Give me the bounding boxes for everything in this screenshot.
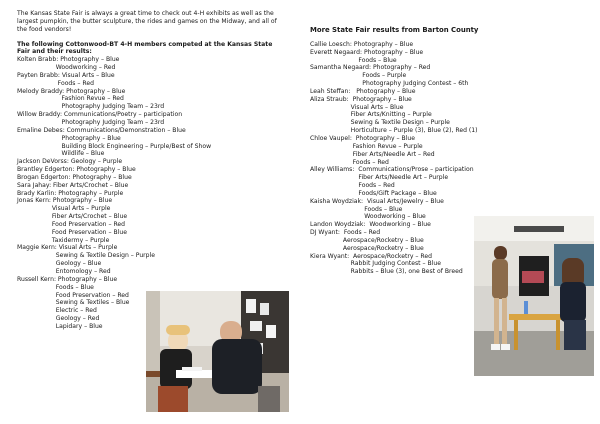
left-result-line: Geology – Blue xyxy=(17,260,102,268)
right-result-line: Landon Woydziak: Woodworking – Blue xyxy=(310,221,431,229)
left-result-line: Food Preservation – Red xyxy=(17,291,129,299)
left-result-line: Brogan Edgerton: Photography – Blue xyxy=(17,173,132,181)
left-result-line: Maggie Kern: Visual Arts – Purple xyxy=(17,244,118,252)
right-result-line: Everett Negaard: Photography – Blue xyxy=(310,48,424,56)
right-heading: More State Fair results from Barton County xyxy=(310,26,479,34)
right-result-line: Foods – Red xyxy=(310,182,395,190)
right-result-line: Fiber Arts/Needle Art – Red xyxy=(310,150,435,158)
judging-photo xyxy=(146,291,289,412)
left-result-line: Jackson DeVorss: Geology – Purple xyxy=(17,158,123,166)
right-result-line: DJ Wyant: Foods – Red xyxy=(310,229,381,237)
left-result-line: Foods – Blue xyxy=(17,283,94,291)
left-column xyxy=(17,10,287,331)
right-result-line: Photography Judging Contest – 6th xyxy=(310,80,469,88)
right-result-line: Fiber Arts/Knitting – Purple xyxy=(310,111,432,119)
left-result-line: Sara Jahay: Fiber Arts/Crochet – Blue xyxy=(17,181,129,189)
left-result-line: Lapidary – Blue xyxy=(17,322,103,330)
left-result-line: Foods – Red xyxy=(17,79,94,87)
left-result-line: Sewing & Textile Design – Purple xyxy=(17,252,155,260)
left-result-line: Payten Brabb: Visual Arts – Blue xyxy=(17,71,115,79)
left-result-line: Geology – Red xyxy=(17,315,100,323)
left-result-line: Entomology – Red xyxy=(17,268,111,275)
left-result-line: Emaline Debes: Communications/Demonstration – Blue xyxy=(17,126,186,134)
right-result-line: Aliza Straub: Photography – Blue xyxy=(310,95,412,103)
left-result-line: Food Preservation – Red xyxy=(17,220,126,228)
left-result-line: Sewing & Textiles – Blue xyxy=(17,299,130,307)
left-result-line: Brady Karlin: Photography – Purple xyxy=(17,189,124,197)
right-result-line: Foods – Blue xyxy=(310,205,403,213)
left-result-line: Willow Braddy: Communications/Poetry – participation xyxy=(17,111,183,119)
right-result-line: Kaisha Woydziak: Visual Arts/Jewelry – Blue xyxy=(310,197,444,205)
right-result-line: Fashion Revue – Purple xyxy=(310,142,423,150)
right-result-line: Horticulture – Purple (3), Blue (2), Red (1) xyxy=(310,127,478,135)
right-result-line: Foods – Blue xyxy=(310,56,397,64)
left-result-line: Food Preservation – Blue xyxy=(17,228,127,236)
right-result-line: Chloe Vaupel: Photography – Blue xyxy=(310,134,415,142)
left-result-line: Woodworking – Red xyxy=(17,64,116,72)
left-heading: The following Cottonwood-BT 4-H members competed at the Kansas State Fair and their results: xyxy=(17,40,273,56)
left-result-line: Fashion Revue – Red xyxy=(17,95,124,103)
right-column xyxy=(310,27,490,276)
right-result-line: Callie Loesch: Photography – Blue xyxy=(310,40,414,48)
left-result-line: Russell Kern: Photography – Blue xyxy=(17,275,118,283)
left-results-list xyxy=(17,56,287,331)
left-result-line: Jonas Kern: Photography – Blue xyxy=(17,197,113,205)
left-result-line: Building Block Engineering – Purple/Best of Show xyxy=(17,142,212,150)
right-result-line: Woodworking – Blue xyxy=(310,213,426,221)
left-result-line: Photography Judging Team – 23rd xyxy=(17,103,165,111)
right-result-line: Aerospace/Rocketry – Blue xyxy=(310,244,424,252)
right-result-line: Aerospace/Rocketry – Blue xyxy=(310,236,424,244)
left-result-line: Taxidermy – Purple xyxy=(17,236,110,244)
right-result-line: Samantha Negaard: Photography – Red xyxy=(310,64,431,72)
right-results-list xyxy=(310,41,490,276)
right-result-line: Foods – Red xyxy=(310,158,389,166)
right-result-line: Fiber Arts/Needle Art – Purple xyxy=(310,174,449,182)
left-result-line: Photography Judging Team – 23rd xyxy=(17,118,165,126)
left-result-line: Fiber Arts/Crochet – Blue xyxy=(17,213,128,221)
left-result-line: Visual Arts – Purple xyxy=(17,205,111,213)
right-result-line: Foods – Purple xyxy=(310,72,407,80)
left-result-line: Kolten Brabb: Photography – Blue xyxy=(17,56,120,64)
left-result-line: Photography – Blue xyxy=(17,134,121,142)
left-result-line: Melody Braddy: Photography – Blue xyxy=(17,87,126,95)
right-result-line: Visual Arts – Blue xyxy=(310,103,404,111)
right-result-line: Kiera Wyant: Aerospace/Rocketry – Red xyxy=(310,252,432,260)
left-result-line: Electric – Red xyxy=(17,307,97,315)
right-result-line: Leah Steffan: Photography – Blue xyxy=(310,87,416,95)
right-result-line: Rabbit Judging Contest – Blue xyxy=(310,260,441,268)
left-result-line: Wildlife – Blue xyxy=(17,150,105,158)
right-result-line: Rabbits – Blue (3), one Best of Breed xyxy=(310,268,463,276)
right-result-line: Sewing & Textile Design – Purple xyxy=(310,119,450,127)
left-result-line: Brantley Edgerton: Photography – Blue xyxy=(17,166,136,174)
intro-paragraph: The Kansas State Fair is always a great time to check out 4-H exhibits as well as the largest pumpkin, the butter sculpture, the rides and games on the Midway, and all of the food vendors! xyxy=(17,10,277,33)
right-result-line: Foods/Gift Package – Blue xyxy=(310,189,437,197)
right-result-line: Alley Williams: Communications/Prose – participation xyxy=(310,166,474,174)
exhibit-photo xyxy=(474,216,594,376)
